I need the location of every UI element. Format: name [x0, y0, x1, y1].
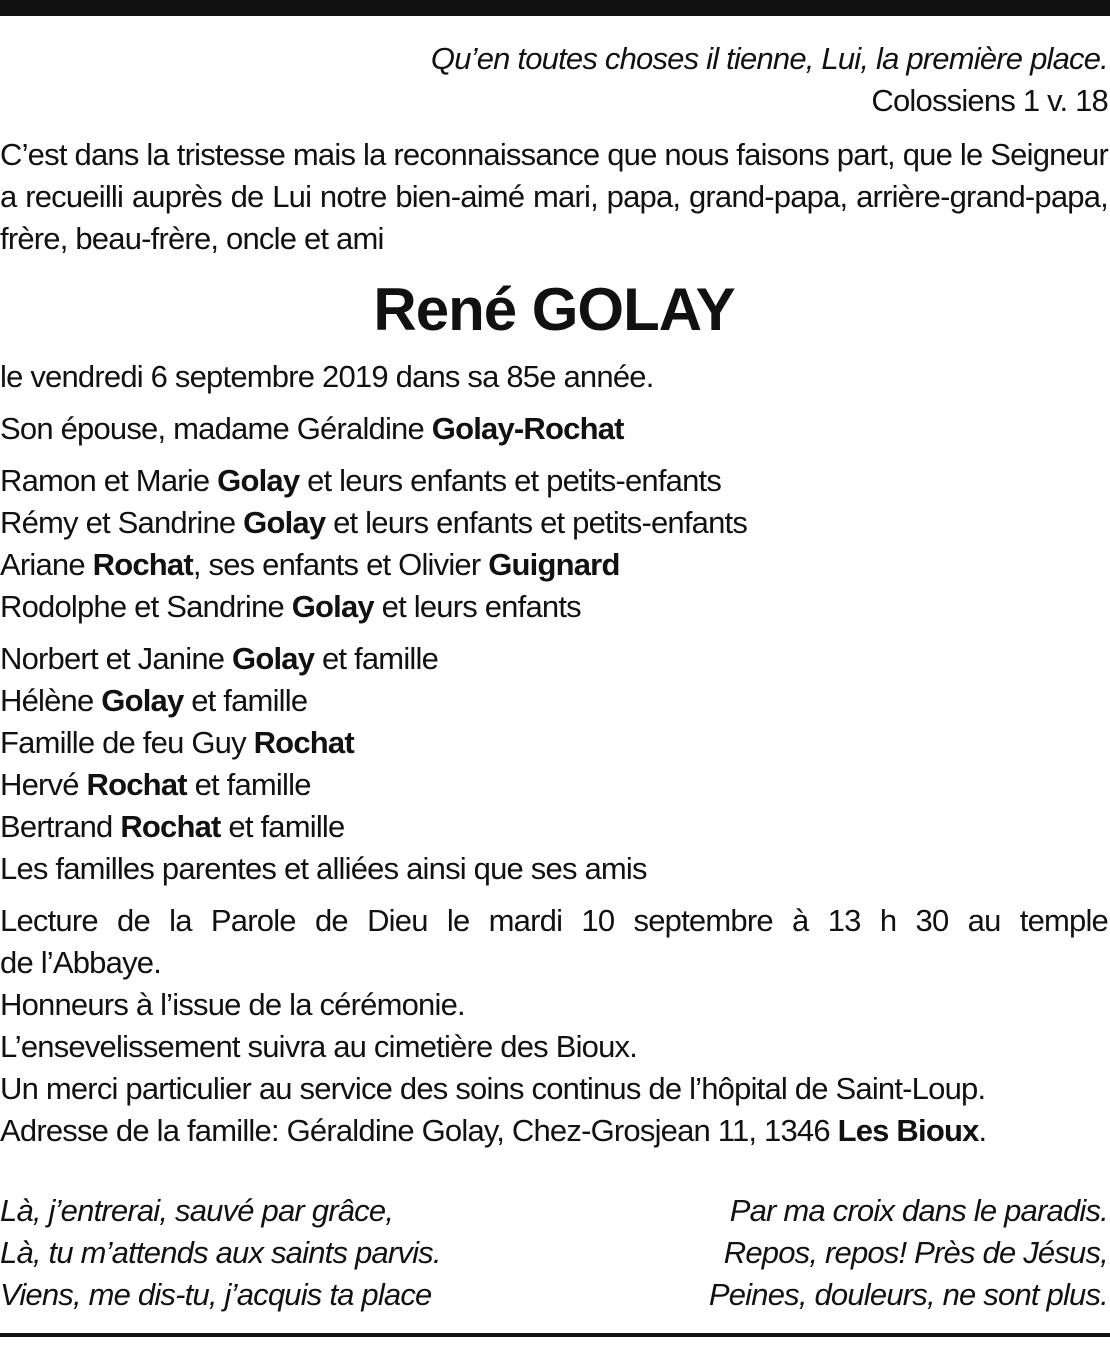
ceremony-info	[0, 900, 1108, 1152]
poem-line: Repos, repos! Près de Jésus,	[723, 1235, 1108, 1270]
bottom-rule	[0, 1333, 1110, 1337]
reading-line: Lecture de la Parole de Dieu le mardi 10 septembre à 13 h 30 au temple	[0, 903, 1108, 938]
epigraph	[0, 38, 1108, 122]
epigraph-quote: Qu’en toutes choses il tienne, Lui, la première place.	[430, 41, 1108, 76]
spouse-line	[0, 408, 1108, 450]
deceased-name: René GOLAY	[373, 276, 735, 343]
poem-line: Peines, douleurs, ne sont plus.	[708, 1277, 1108, 1312]
thanks-line: Un merci particulier au service des soins continus de l’hôpital de Saint-Loup.	[0, 1071, 986, 1106]
relatives-list	[0, 638, 1108, 890]
family-line: Ramon et Marie Golay et leurs enfants et petits-enfants	[0, 463, 722, 498]
family-line: Rémy et Sandrine Golay et leurs enfants et petits-enfants	[0, 505, 748, 540]
poem-line: Là, j’entrerai, sauvé par grâce,	[0, 1193, 394, 1228]
children-list	[0, 460, 1108, 628]
poem-line: Viens, me dis-tu, j’acquis ta place	[0, 1277, 432, 1312]
closing-poem	[0, 1190, 1108, 1316]
honours-line: Honneurs à l’issue de la cérémonie.	[0, 987, 465, 1022]
family-line: Les familles parentes et alliées ainsi que ses amis	[0, 851, 647, 886]
poem-left-column	[0, 1190, 441, 1316]
family-address: Adresse de la famille: Géraldine Golay, Chez-Grosjean 11, 1346 Les Bioux.	[0, 1113, 987, 1148]
family-line: Hervé Rochat et famille	[0, 767, 311, 802]
poem-line: Là, tu m’attends aux saints parvis.	[0, 1235, 441, 1270]
poem-line: Par ma croix dans le paradis.	[729, 1193, 1108, 1228]
obituary-body	[0, 38, 1108, 1152]
family-line: Ariane Rochat, ses enfants et Olivier Guignard	[0, 547, 620, 582]
family-line: Famille de feu Guy Rochat	[0, 725, 354, 760]
date-line: le vendredi 6 septembre 2019 dans sa 85e année.	[0, 359, 654, 394]
family-line: Norbert et Janine Golay et famille	[0, 641, 439, 676]
reading-location: de l’Abbaye.	[0, 945, 162, 980]
epigraph-reference: Colossiens 1 v. 18	[871, 83, 1108, 118]
spouse-prefix: Son épouse, madame Géraldine	[0, 411, 432, 446]
family-line: Bertrand Rochat et famille	[0, 809, 345, 844]
announcement-text: C’est dans la tristesse mais la reconnaissance que nous faisons part, que le Seigneur a recueilli auprès de Lui notre bien-aimé mari, papa, grand-papa, arrière-grand-papa, frère, beau-frère, oncle et ami	[0, 137, 1108, 256]
poem-right-column	[709, 1190, 1108, 1316]
burial-line: L’ensevelissement suivra au cimetière des Bioux.	[0, 1029, 638, 1064]
family-line: Rodolphe et Sandrine Golay et leurs enfants	[0, 589, 581, 624]
spouse-surname: Golay-Rochat	[431, 411, 624, 446]
top-rule	[0, 0, 1110, 16]
family-line: Hélène Golay et famille	[0, 683, 308, 718]
